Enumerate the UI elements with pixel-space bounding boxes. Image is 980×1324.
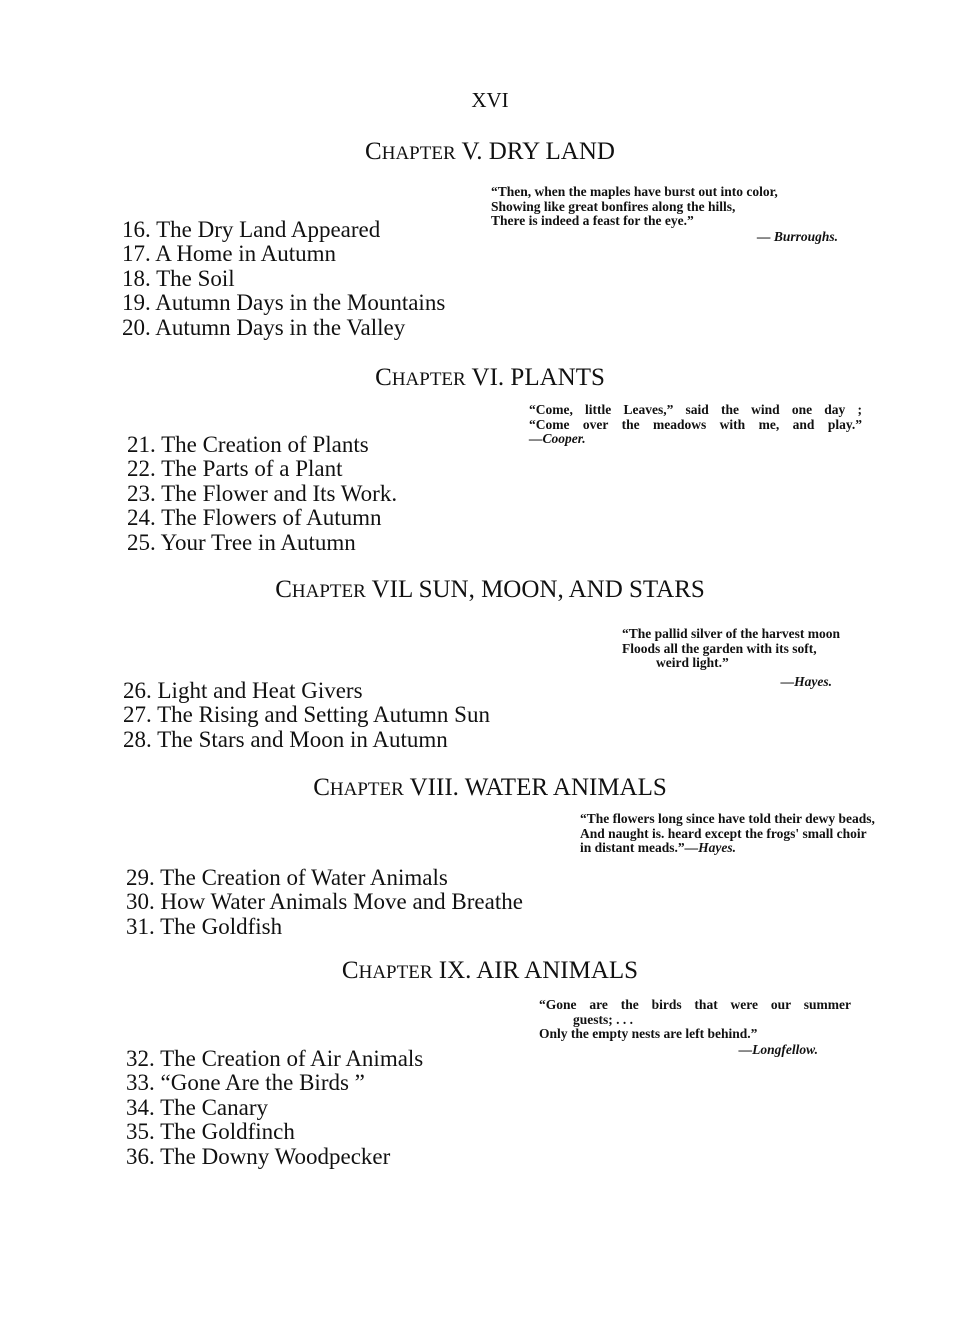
lesson-item: 32. The Creation of Air Animals xyxy=(126,1046,424,1071)
epigraph-line: guests; . . . xyxy=(573,1011,633,1027)
epigraph-line: weird light.” xyxy=(656,655,729,670)
epigraph xyxy=(580,812,910,856)
epigraph xyxy=(491,185,841,244)
lesson-item: 35. The Goldfinch xyxy=(126,1119,295,1145)
lesson-item: 17. A Home in Autumn xyxy=(122,241,337,267)
epigraph-attribution: —Longfellow. xyxy=(738,1041,818,1057)
heading-smallcaps: HAPTER xyxy=(358,962,433,983)
heading-initial: C xyxy=(375,364,392,391)
lesson-list xyxy=(122,218,445,340)
epigraph-line: “Then, when the maples have burst out into color, xyxy=(491,184,778,199)
epigraph-line: “Gone are the birds that were our summer xyxy=(539,997,851,1012)
lesson-list xyxy=(123,679,490,752)
lesson-item: 23. The Flower and Its Work. xyxy=(127,480,398,506)
epigraph xyxy=(539,998,851,1057)
epigraph-line: And naught is. heard except the frogs' small choir xyxy=(580,825,867,841)
page-number: XVI xyxy=(471,88,509,112)
epigraph-line: Showing like great bonfires along the hills, xyxy=(491,198,736,214)
epigraph-line: in distant meads.”—Hayes. xyxy=(580,840,737,855)
lesson-item: 27. The Rising and Setting Autumn Sun xyxy=(123,702,490,728)
lesson-item: 22. The Parts of a Plant xyxy=(127,456,343,482)
heading-smallcaps: HAPTER xyxy=(329,779,404,800)
lesson-item: 30. How Water Animals Move and Breathe xyxy=(126,889,523,915)
lesson-item: 29. The Creation of Water Animals xyxy=(126,865,448,890)
epigraph-line xyxy=(529,432,862,447)
epigraph-attribution: —Hayes. xyxy=(780,673,832,689)
lesson-item: 20. Autumn Days in the Valley xyxy=(122,314,406,340)
heading-title: VIL SUN, MOON, AND STARS xyxy=(371,576,705,603)
lesson-item: 33. “Gone Are the Birds ” xyxy=(126,1070,365,1096)
epigraph-line: Floods all the garden with its soft, xyxy=(622,640,817,656)
lesson-item: 25. Your Tree in Autumn xyxy=(127,529,356,555)
heading-initial: C xyxy=(365,138,382,165)
heading-smallcaps: HAPTER xyxy=(381,143,456,164)
heading-title: VIII. WATER ANIMALS xyxy=(409,774,667,801)
lesson-item: 36. The Downy Woodpecker xyxy=(126,1143,391,1169)
lesson-item: 16. The Dry Land Appeared xyxy=(122,217,381,242)
lesson-item: 34. The Canary xyxy=(126,1094,269,1120)
lesson-item: 31. The Goldfish xyxy=(126,913,283,939)
heading-initial: C xyxy=(341,957,359,984)
epigraph-line: Only the empty nests are left behind.” xyxy=(539,1026,758,1041)
epigraph-line: “Come, little Leaves,” said the wind one day ; xyxy=(529,402,862,417)
chapter-heading xyxy=(0,364,980,392)
lesson-list xyxy=(127,433,397,555)
heading-smallcaps: HAPTER xyxy=(391,369,466,390)
lesson-list xyxy=(126,866,523,939)
epigraph-attribution: —Hayes. xyxy=(684,840,737,855)
heading-title: IX. AIR ANIMALS xyxy=(438,957,639,984)
lesson-item: 28. The Stars and Moon in Autumn xyxy=(123,726,448,752)
chapter-heading xyxy=(0,576,980,604)
epigraph-line: “Come over the meadows with me, and play.” xyxy=(529,416,862,432)
epigraph xyxy=(622,626,841,689)
lesson-item: 21. The Creation of Plants xyxy=(127,432,369,457)
chapter-heading xyxy=(0,138,980,166)
chapter-heading xyxy=(0,774,980,802)
epigraph-attribution: —Cooper. xyxy=(529,431,586,446)
heading-initial: C xyxy=(313,774,330,801)
epigraph-line: “The flowers long since have told their dewy beads, xyxy=(580,811,875,826)
lesson-item: 19. Autumn Days in the Mountains xyxy=(122,290,446,316)
epigraph-line: “The pallid silver of the harvest moon xyxy=(622,626,841,641)
lesson-list xyxy=(126,1047,423,1169)
heading-title: VI. PLANTS xyxy=(471,364,605,391)
epigraph-attribution: — Burroughs. xyxy=(756,228,838,244)
lesson-item: 26. Light and Heat Givers xyxy=(123,678,363,703)
epigraph-line: There is indeed a feast for the eye.” xyxy=(491,213,694,228)
epigraph xyxy=(529,403,862,447)
chapter-heading xyxy=(0,957,980,985)
lesson-item: 18. The Soil xyxy=(122,265,235,291)
heading-initial: C xyxy=(275,576,292,603)
lesson-item: 24. The Flowers of Autumn xyxy=(127,505,382,531)
heading-smallcaps: HAPTER xyxy=(291,581,366,602)
heading-title: V. DRY LAND xyxy=(461,138,615,165)
